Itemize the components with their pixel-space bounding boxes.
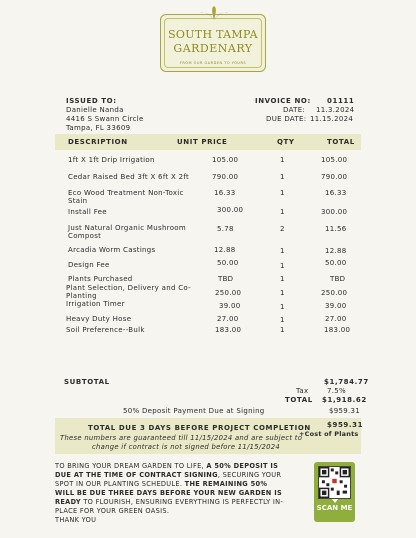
logo-tagline: FROM OUR GARDEN TO YOURS — [179, 61, 247, 65]
terms-text: TO BRING YOUR DREAM GARDEN TO LIFE, — [55, 462, 207, 470]
invoice-no-label: INVOICE NO: — [255, 97, 311, 105]
col-unit-price: UNIT PRICE — [177, 138, 228, 146]
invoice-no-value: 01111 — [327, 97, 355, 105]
due-date-label: DUE DATE: — [266, 115, 307, 123]
item-qty: 1 — [280, 189, 285, 197]
item-qty: 1 — [280, 208, 285, 216]
item-description: 1ft X 1ft Drip Irrigation — [68, 156, 155, 164]
col-description: DESCRIPTION — [68, 138, 128, 146]
issued-to-label: ISSUED TO: — [66, 97, 117, 105]
terms-bold: DUE AT THE TIME OF CONTRACT SIGNING — [55, 471, 218, 479]
col-qty: QTY — [277, 138, 295, 146]
deposit-value: $959.31 — [329, 407, 361, 415]
due-amount: $959.31 — [327, 421, 364, 429]
item-unit-price: TBD — [218, 275, 234, 283]
item-unit-price: 50.00 — [217, 259, 239, 267]
client-street: 4416 S Swann Circle — [66, 115, 144, 123]
subtotal-value: $1,784.77 — [324, 378, 369, 386]
item-qty: 1 — [280, 326, 285, 334]
item-qty: 1 — [280, 173, 285, 181]
item-unit-price: 300.00 — [217, 206, 244, 214]
item-qty: 2 — [280, 225, 285, 233]
item-description: Just Natural Organic Mushroom Compost — [68, 224, 186, 240]
item-unit-price: 39.00 — [219, 302, 241, 310]
invoice-date-label: DATE: — [283, 106, 306, 114]
item-unit-price: 12.88 — [214, 246, 236, 254]
item-total: 183.00 — [324, 326, 351, 334]
item-description: Install Fee — [68, 208, 107, 216]
client-city: Tampa, FL 33609 — [66, 124, 131, 132]
col-total: TOTAL — [327, 138, 355, 146]
cost-of-plants: +Cost of Plants — [299, 430, 359, 438]
company-logo — [160, 14, 266, 72]
item-total: 16.33 — [325, 189, 347, 197]
terms-line-6: PLACE FOR YOUR GREEN OASIS. — [55, 507, 170, 515]
item-qty: 1 — [280, 262, 285, 270]
client-name: Danielle Nanda — [66, 106, 124, 114]
terms-line-2 — [55, 471, 310, 480]
total-value: $1,918.62 — [322, 396, 367, 404]
due-title: TOTAL DUE 3 DAYS BEFORE PROJECT COMPLETION — [88, 424, 311, 432]
item-total: 27.00 — [325, 315, 347, 323]
terms-line-5 — [55, 498, 310, 507]
item-qty: 1 — [280, 156, 285, 164]
item-qty: 1 — [280, 247, 285, 255]
invoice-date-value: 11.3.2024 — [316, 106, 355, 114]
footer-terms — [55, 462, 310, 525]
terms-bold: THE REMAINING 50% — [184, 480, 268, 488]
item-description: Plant Selection, Delivery and Co-Planting — [66, 284, 191, 300]
qr-code-icon[interactable] — [318, 466, 351, 499]
terms-line-4: WILL BE DUE THREE DAYS BEFORE YOUR NEW GARDEN IS — [55, 489, 283, 497]
item-unit-price: 27.00 — [217, 315, 239, 323]
item-description: Eco Wood Treatment Non-Toxic Stain — [68, 189, 184, 205]
guarantee-note-line-1: These numbers are guaranteed till 11/15/2024 and are subject to — [60, 434, 303, 442]
item-total: 11.56 — [325, 225, 347, 233]
item-total: 105.00 — [321, 156, 348, 164]
item-unit-price: 16.33 — [214, 189, 236, 197]
item-description: Irrigation Timer — [66, 300, 125, 308]
terms-text: TO FLOURISH, ENSURING EVERYTHING IS PERFECTLY IN- — [80, 498, 284, 506]
logo-line-2: GARDENARY — [173, 42, 253, 55]
item-description: Design Fee — [68, 261, 110, 269]
terms-bold: A 50% DEPOSIT IS — [206, 462, 279, 470]
qr-code-badge[interactable] — [314, 462, 355, 522]
item-unit-price: 105.00 — [212, 156, 239, 164]
item-unit-price: 5.78 — [217, 225, 234, 233]
item-total: TBD — [330, 275, 346, 283]
tax-label: Tax — [296, 387, 309, 395]
item-qty: 1 — [280, 289, 285, 297]
terms-bold: READY — [55, 498, 81, 506]
item-total: 790.00 — [321, 173, 348, 181]
subtotal-label: SUBTOTAL — [64, 378, 110, 386]
item-total: 250.00 — [321, 289, 348, 297]
total-label: TOTAL — [285, 396, 313, 404]
qr-pattern-icon — [319, 467, 350, 498]
logo-line-1: SOUTH TAMPA — [168, 28, 258, 41]
item-total: 300.00 — [321, 208, 348, 216]
item-unit-price: 790.00 — [212, 173, 239, 181]
item-description: Soil Preference--Bulk — [66, 326, 145, 334]
deposit-label: 50% Deposit Payment Due at Signing — [123, 407, 265, 415]
item-description: Arcadia Worm Castings — [68, 246, 156, 254]
item-qty: 1 — [280, 316, 285, 324]
terms-text: SPOT IN OUR PLANTING SCHEDULE. — [55, 480, 185, 488]
tax-value: 7.5% — [327, 387, 346, 395]
item-total: 39.00 — [325, 302, 347, 310]
item-total: 50.00 — [325, 259, 347, 267]
item-description: Plants Purchased — [68, 275, 133, 283]
terms-line-3 — [55, 480, 310, 489]
palm-leaves-icon — [199, 5, 229, 21]
qr-pointer-icon — [332, 499, 338, 503]
guarantee-note-line-2: change if contract is not signed before 11/15/2024 — [92, 443, 280, 451]
terms-line-7: THANK YOU — [55, 516, 97, 524]
scan-me-label: SCAN ME — [316, 504, 353, 512]
item-qty: 1 — [280, 275, 285, 283]
item-unit-price: 183.00 — [215, 326, 242, 334]
item-unit-price: 250.00 — [215, 289, 242, 297]
due-date-value: 11.15.2024 — [310, 115, 354, 123]
item-description: Heavy Duty Hose — [66, 315, 132, 323]
item-total: 12.88 — [325, 247, 347, 255]
item-qty: 1 — [280, 303, 285, 311]
item-description: Cedar Raised Bed 3ft X 6ft X 2ft — [68, 173, 190, 181]
terms-text: , SECURING YOUR — [217, 471, 282, 479]
terms-line-1 — [55, 462, 310, 471]
